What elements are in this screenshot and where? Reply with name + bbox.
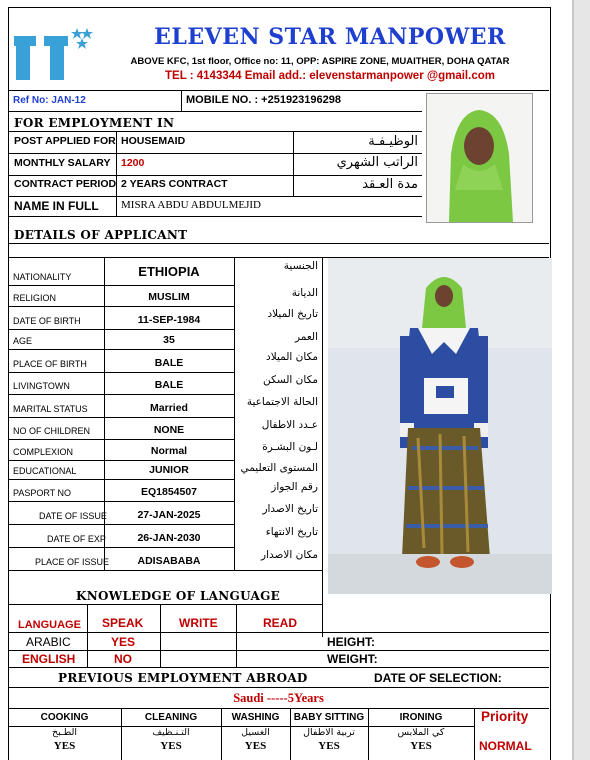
previous-employment-title: PREVIOUS EMPLOYMENT ABROAD (58, 671, 308, 685)
monthly-salary-arabic: الراتب الشهري (336, 155, 418, 170)
page-shadow (572, 0, 574, 760)
skill-arabic: كي الملابس (397, 727, 445, 738)
contract-period-label: CONTRACT PERIOD (14, 178, 117, 190)
company-contact: TEL : 4143344 Email add.: elevenstarmanpower @gmail.com (165, 70, 495, 82)
detail-arabic: الديانة (291, 287, 318, 299)
height-label: HEIGHT: (327, 635, 375, 649)
mobile-number: MOBILE NO. : +251923196298 (186, 94, 341, 106)
detail-value: EQ1854507 (140, 486, 198, 498)
skill-arabic: الغسيل (241, 727, 270, 738)
write-header: WRITE (179, 616, 218, 630)
page-margin (573, 0, 590, 760)
detail-value: 11-SEP-1984 (137, 314, 201, 326)
contract-period-arabic: مدة العـقد (362, 177, 418, 192)
skill-label: COOKING (40, 712, 89, 723)
detail-value: NONE (153, 424, 185, 436)
detail-value: JUNIOR (149, 464, 189, 476)
monthly-salary-label: MONTHLY SALARY (14, 157, 111, 169)
language-english: ENGLISH (22, 652, 76, 666)
date-of-selection-label: DATE OF SELECTION: (374, 671, 502, 685)
detail-label: PASPORT NO (13, 488, 72, 498)
skill-label: CLEANING (144, 712, 198, 723)
detail-label: COMPLEXION (13, 447, 74, 457)
detail-arabic: تاريخ الاصدار (262, 503, 318, 515)
skill-value: YES (53, 740, 76, 752)
employment-section-title: FOR EMPLOYMENT IN (14, 116, 175, 130)
detail-value: BALE (154, 379, 184, 391)
detail-label: MARITAL STATUS (13, 404, 88, 414)
detail-arabic: مكان السكن (263, 374, 318, 386)
detail-label: PLACE OF ISSUE (35, 557, 110, 567)
detail-value: 35 (163, 334, 175, 346)
skill-value: YES (318, 740, 340, 752)
english-speak-value: NO (114, 652, 132, 666)
language-header: LANGUAGE (18, 619, 81, 631)
skill-label: IRONING (399, 712, 443, 723)
detail-label: DATE OF EXP (47, 534, 106, 544)
full-name-value: MISRA ABDU ABDULMEJID (121, 199, 261, 211)
detail-value: ADISABABA (137, 555, 201, 567)
ref-number: Ref No: JAN-12 (13, 95, 86, 106)
detail-value: 26-JAN-2030 (137, 532, 201, 544)
language-section-title: KNOWLEDGE OF LANGUAGE (76, 589, 281, 603)
company-logo (14, 26, 94, 82)
skill-arabic: التـنـظيف (152, 727, 190, 738)
detail-label: DATE OF ISSUE (39, 511, 107, 521)
detail-value: Married (150, 402, 188, 414)
detail-label: NO OF CHILDREN (13, 426, 91, 436)
detail-label: DATE OF BIRTH (13, 316, 81, 326)
full-name-label: NAME IN FULL (14, 199, 99, 213)
applicant-portrait-photo (426, 93, 533, 223)
detail-value: ETHIOPIA (138, 264, 200, 279)
detail-value: 27-JAN-2025 (137, 509, 201, 521)
detail-label: AGE (13, 336, 33, 346)
contract-period-value: 2 YEARS CONTRACT (121, 178, 228, 190)
read-header: READ (263, 616, 298, 630)
detail-arabic: المستوى التعليمي (240, 462, 318, 474)
speak-header: SPEAK (102, 616, 144, 630)
detail-label: EDUCATIONAL (13, 466, 77, 476)
skill-value: YES (160, 740, 182, 752)
detail-arabic: لـون البشـرة (262, 441, 318, 453)
applicant-full-body-photo (328, 258, 552, 594)
skill-label: BABY SITTING (293, 712, 365, 723)
detail-label: LIVINGTOWN (13, 381, 70, 391)
monthly-salary-value: 1200 (121, 157, 145, 169)
skill-value: YES (410, 740, 432, 752)
detail-value: Normal (150, 445, 188, 457)
post-applied-value: HOUSEMAID (121, 135, 186, 147)
detail-arabic: عـدد الاطفال (261, 419, 318, 431)
detail-label: RELIGION (13, 293, 57, 303)
detail-arabic: العمر (294, 331, 318, 343)
language-arabic: ARABIC (26, 635, 71, 649)
priority-label: Priority (481, 709, 529, 724)
skill-arabic: الطـبخ (51, 727, 78, 738)
skill-label: WASHING (231, 712, 280, 723)
post-applied-label: POST APPLIED FOR (14, 135, 116, 147)
detail-arabic: تاريخ الميلاد (267, 308, 318, 320)
detail-label: PLACE OF BIRTH (13, 359, 87, 369)
company-address: ABOVE KFC, 1st floor, Office no: 11, OPP: ASPIRE ZONE, MUAITHER, DOHA QATAR (130, 56, 510, 67)
weight-label: WEIGHT: (327, 652, 378, 666)
arabic-speak-value: YES (111, 635, 136, 649)
detail-value: BALE (154, 357, 184, 369)
post-applied-arabic: الوظيـفـة (368, 134, 418, 149)
details-section-title: DETAILS OF APPLICANT (14, 228, 188, 242)
detail-arabic: تاريخ الانتهاء (265, 526, 318, 538)
detail-value: MUSLIM (148, 291, 190, 303)
skill-arabic: تربية الاطفال (303, 727, 355, 738)
detail-arabic: الجنسية (283, 260, 318, 272)
detail-label: NATIONALITY (13, 272, 72, 282)
priority-value: NORMAL (479, 739, 532, 753)
detail-arabic: مكان الميلاد (266, 351, 318, 363)
detail-arabic: مكان الاصدار (261, 549, 318, 561)
previous-employment-value: Saudi -----5Years (233, 691, 324, 705)
company-name: ELEVEN STAR MANPOWER (154, 24, 506, 50)
detail-arabic: الحالة الاجتماعية (246, 396, 318, 408)
detail-arabic: رقم الجواز (271, 481, 318, 493)
skill-value: YES (244, 740, 267, 752)
